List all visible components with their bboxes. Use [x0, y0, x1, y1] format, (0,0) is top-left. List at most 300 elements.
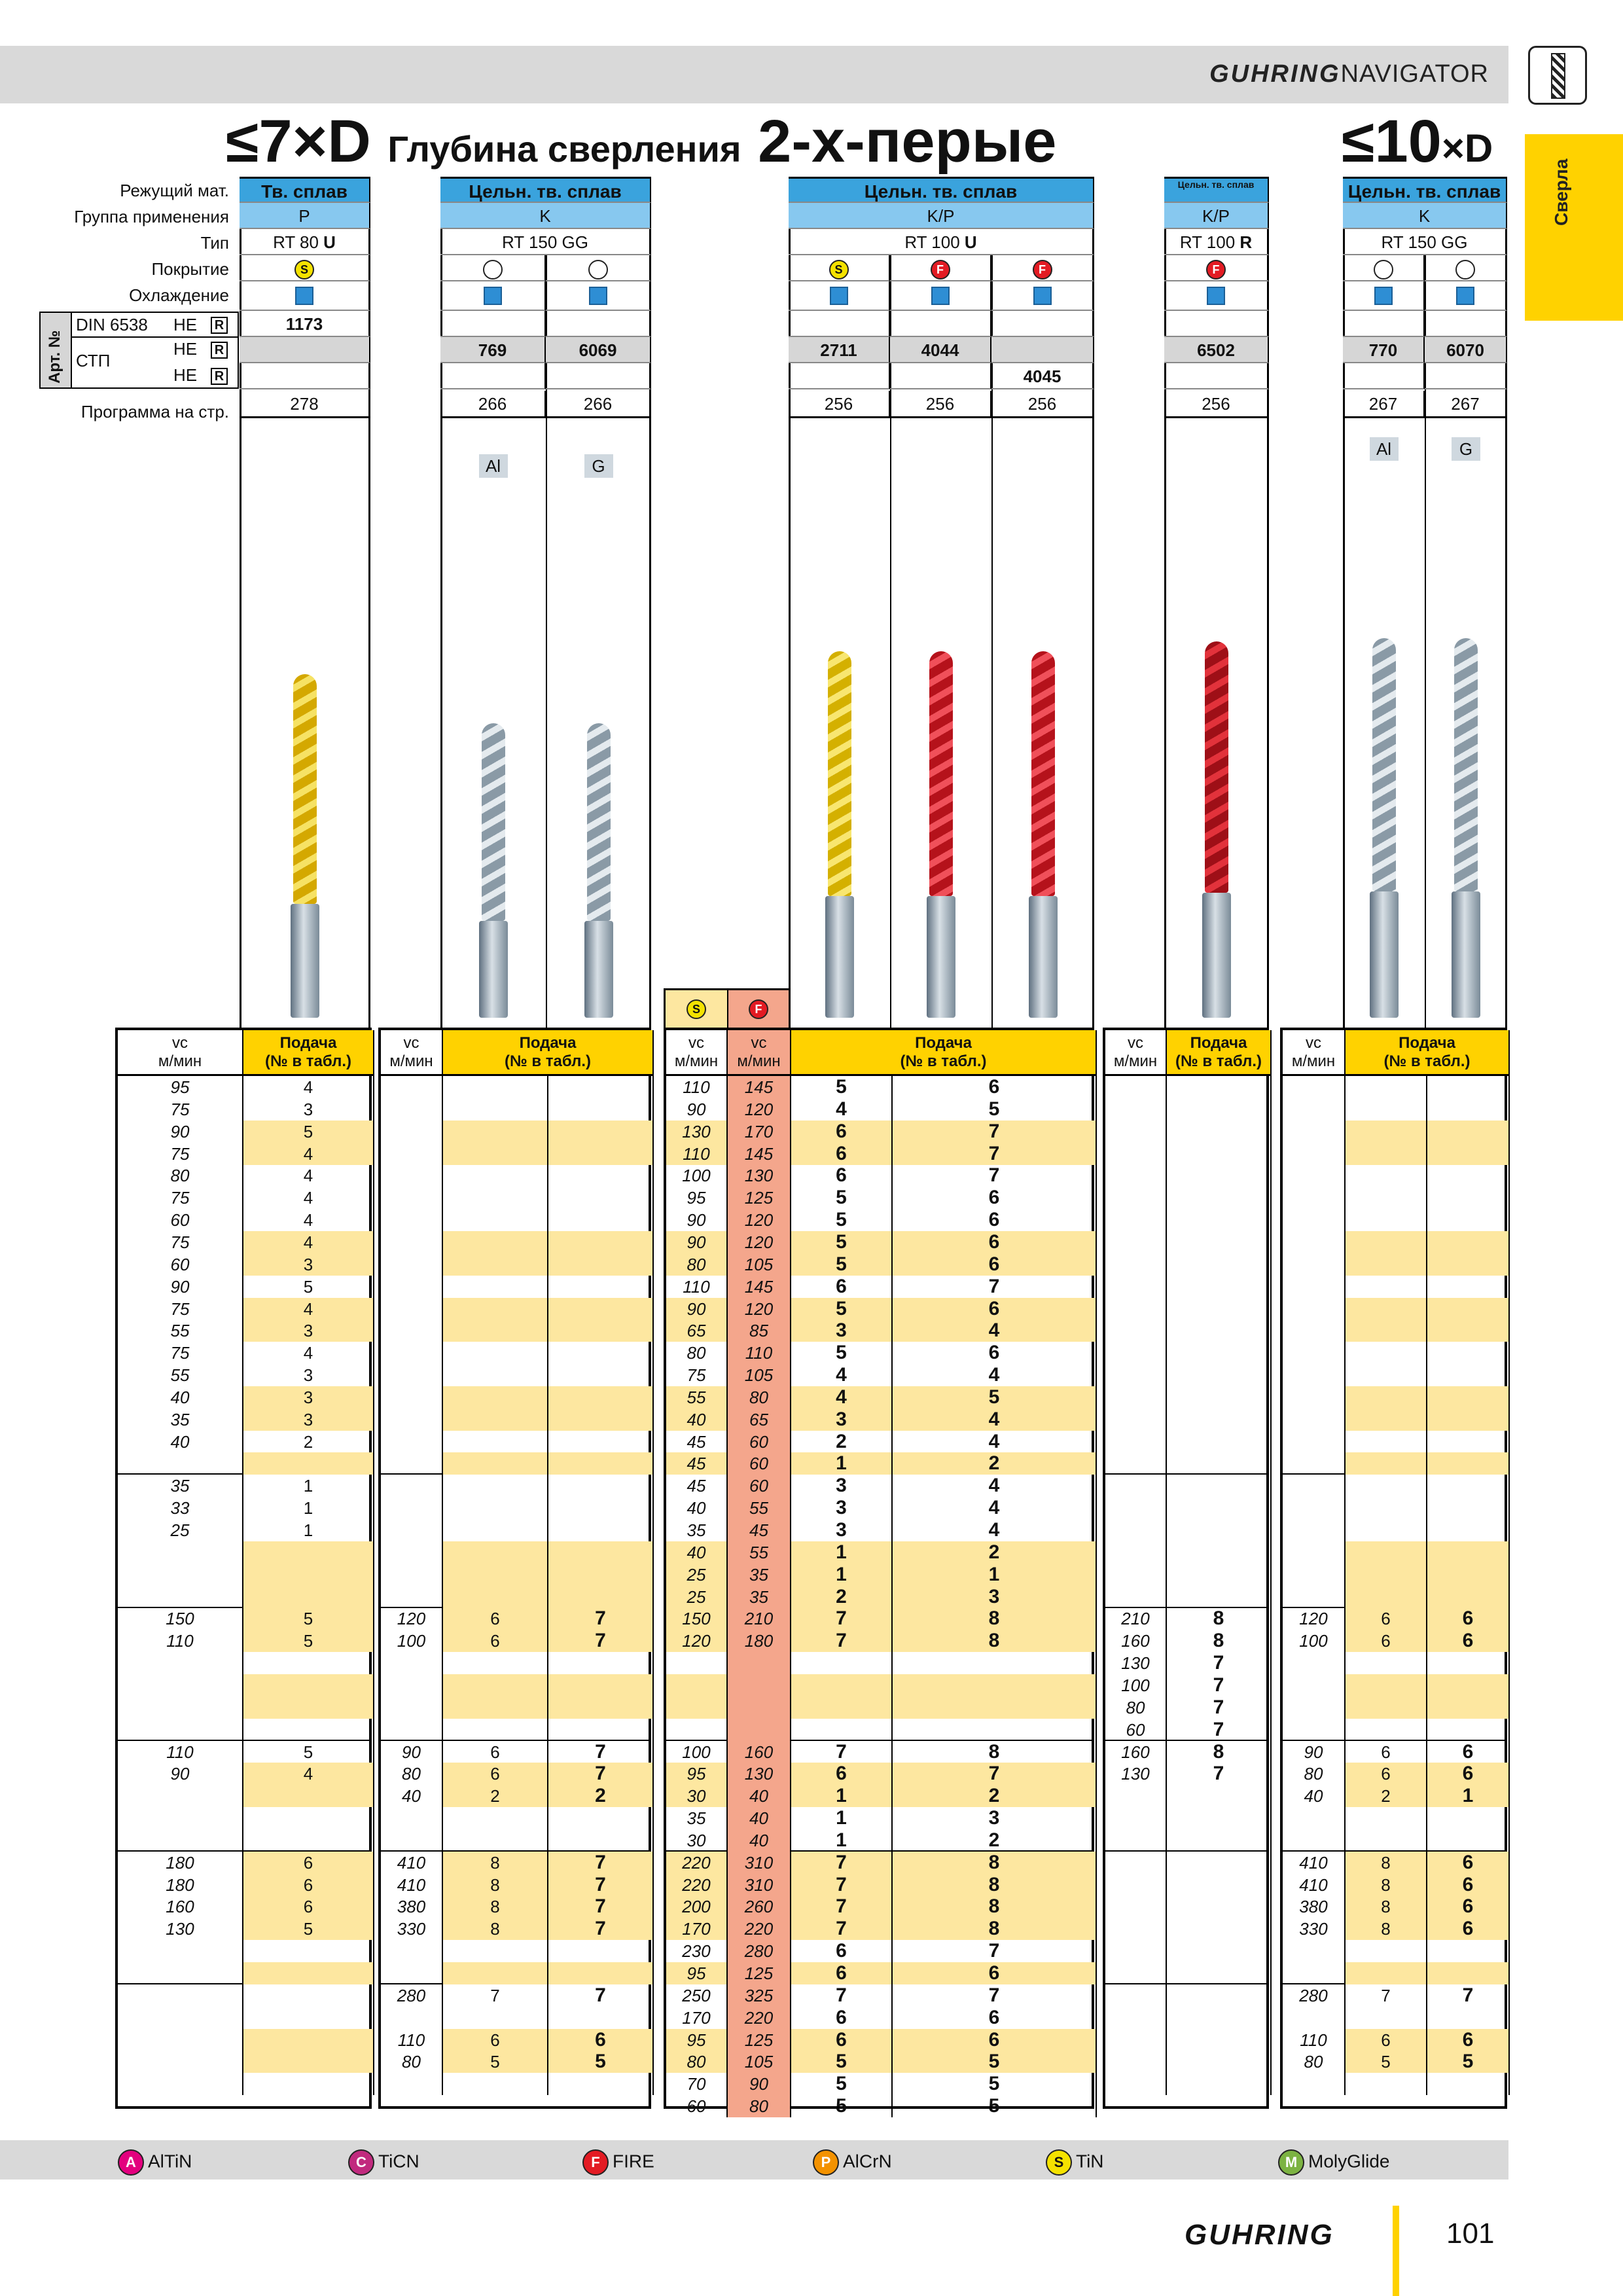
feed-value	[1346, 1276, 1427, 1298]
feed-value	[443, 1519, 548, 1541]
table-row	[118, 2051, 369, 2073]
feed-value: 8	[443, 1895, 548, 1918]
table-row	[666, 1519, 1092, 1541]
feed-value: 2	[548, 1785, 654, 1807]
feed-value: 1	[791, 1541, 893, 1564]
vc-value: 180	[118, 1874, 243, 1896]
vc-f-value: 85	[728, 1319, 791, 1342]
vc-value	[1283, 1076, 1346, 1098]
coating-cell	[546, 255, 651, 281]
table-row	[118, 1940, 369, 1962]
vc-value	[381, 2007, 443, 2029]
table-row	[118, 1164, 369, 1187]
feed-value	[443, 1076, 548, 1098]
vc-value	[381, 1940, 443, 1962]
feed-value: 7	[1167, 1763, 1272, 1785]
vc-header: vс м/мин	[1283, 1030, 1346, 1076]
feed-value: 6	[1346, 1607, 1427, 1630]
stp-art-no	[991, 337, 1094, 363]
catalog-page-link[interactable]: 267	[1343, 391, 1425, 418]
feed-value	[1427, 1408, 1510, 1431]
vc-f-value: 60	[728, 1431, 791, 1453]
feed-value	[1346, 1298, 1427, 1320]
vc-s-value: 90	[666, 1231, 728, 1253]
coating-cell	[440, 255, 546, 281]
legend-fire: F FIRE	[582, 2149, 654, 2176]
feed-value	[1167, 2007, 1272, 2029]
vc-value	[1105, 1298, 1167, 1320]
feed-value: 8	[1346, 1895, 1427, 1918]
feed-value: 2	[893, 1452, 1097, 1475]
table-row	[118, 2073, 369, 2095]
table-row	[118, 1386, 369, 1408]
stp-art-no	[240, 337, 370, 363]
table-row	[381, 1741, 649, 1763]
vc-s-value: 45	[666, 1452, 728, 1475]
feed-value: 7	[791, 1741, 893, 1763]
feed-value	[1427, 1696, 1510, 1719]
table-row	[118, 1121, 369, 1143]
feed-value	[1427, 1962, 1510, 1984]
feed-value	[1427, 1098, 1510, 1121]
vc-f-value: 145	[728, 1143, 791, 1165]
feed-value	[443, 1497, 548, 1519]
feed-value	[791, 1719, 893, 1741]
feed-value	[1427, 1807, 1510, 1829]
feed-value	[1167, 1121, 1272, 1143]
vc-value: 100	[381, 1630, 443, 1652]
feed-value: 5	[893, 2095, 1097, 2117]
feed-value: 4	[243, 1298, 374, 1320]
catalog-page-link[interactable]: 256	[1164, 391, 1269, 418]
vc-value	[1283, 1586, 1346, 1608]
feed-value	[1167, 1143, 1272, 1165]
feed-value	[548, 1475, 654, 1497]
feed-value	[1346, 1076, 1427, 1098]
feed-value: 4	[893, 1364, 1097, 1386]
table-row	[1105, 1607, 1266, 1630]
table-row	[381, 1652, 649, 1674]
feed-value	[1167, 1164, 1272, 1187]
feed-value	[1427, 1829, 1510, 1852]
vc-f-value: 130	[728, 1164, 791, 1187]
feed-value: 6	[443, 1630, 548, 1652]
vc-s-value: 25	[666, 1564, 728, 1586]
feed-value: 4	[791, 1364, 893, 1386]
vc-f-value: 310	[728, 1852, 791, 1874]
vc-f-value: 80	[728, 1386, 791, 1408]
cooling-cell	[240, 281, 370, 311]
feed-value	[548, 1408, 654, 1431]
stp-art-no-2	[546, 363, 651, 389]
legend-molyglide: M MolyGlide	[1278, 2149, 1389, 2176]
table-row	[118, 1807, 369, 1829]
vc-value	[1105, 1209, 1167, 1231]
feed-value	[548, 1098, 654, 1121]
table-row	[1105, 1276, 1266, 1298]
table-row	[381, 1719, 649, 1741]
material-cell: Цельн. тв. сплав	[1164, 177, 1269, 203]
tin-badge-icon: S	[687, 999, 706, 1019]
feed-value	[1346, 1431, 1427, 1453]
vc-f-value: 35	[728, 1586, 791, 1608]
feed-value: 4	[791, 1098, 893, 1121]
feed-value	[548, 1541, 654, 1564]
vc-value	[1283, 1386, 1346, 1408]
vc-value: 75	[118, 1342, 243, 1364]
feed-value	[443, 1431, 548, 1453]
feed-value	[1167, 2029, 1272, 2051]
vc-value: 90	[381, 1741, 443, 1763]
drill-image	[1202, 641, 1231, 1018]
table-row	[1283, 1209, 1505, 1231]
table-row	[118, 1408, 369, 1431]
f-key-cell	[727, 990, 789, 1028]
vc-value: 80	[1283, 1763, 1346, 1785]
vc-value	[1105, 1452, 1167, 1475]
table-row	[1105, 1386, 1266, 1408]
feed-value: 7	[1167, 1652, 1272, 1674]
vc-s-value: 35	[666, 1519, 728, 1541]
vc-value	[1105, 1785, 1167, 1807]
feed-value: 7	[1167, 1696, 1272, 1719]
feed-value: 6	[893, 1342, 1097, 1364]
vc-value	[381, 1121, 443, 1143]
vc-s-header: vс м/мин	[666, 1030, 728, 1076]
table-row	[118, 2007, 369, 2029]
vc-value	[1105, 1098, 1167, 1121]
drill-image	[1370, 638, 1399, 1018]
vc-value	[381, 1187, 443, 1209]
table-row	[1283, 1276, 1505, 1298]
stp-art-no: 6070	[1425, 337, 1507, 363]
feed-value: 5	[791, 2095, 893, 2117]
vc-value	[1105, 2051, 1167, 2073]
table-row	[666, 1121, 1092, 1143]
table-row	[1105, 1408, 1266, 1431]
table-row	[118, 1607, 369, 1630]
coating-badge-icon: F	[1206, 260, 1226, 279]
feed-value	[243, 1564, 374, 1586]
vc-s-value: 55	[666, 1386, 728, 1408]
vc-f-value: 60	[728, 1452, 791, 1475]
table-row	[118, 1475, 369, 1497]
vc-value	[381, 1143, 443, 1165]
feed-value	[1346, 1121, 1427, 1143]
vc-s-value: 220	[666, 1874, 728, 1896]
feed-value	[443, 1541, 548, 1564]
vc-value	[381, 1209, 443, 1231]
vc-value	[381, 1807, 443, 1829]
vc-value	[1105, 1319, 1167, 1342]
feed-value	[1346, 1187, 1427, 1209]
vc-value: 90	[118, 1276, 243, 1298]
catalog-page-link[interactable]: 266	[546, 391, 651, 418]
table-row	[1105, 1164, 1266, 1187]
feed-value	[1167, 1386, 1272, 1408]
vc-f-value: 125	[728, 2029, 791, 2051]
vc-value	[118, 1586, 243, 1608]
feed-value	[548, 1586, 654, 1608]
feed-value: 7	[791, 1874, 893, 1896]
application-cell: K/P	[1164, 203, 1269, 229]
vc-value: 40	[381, 1785, 443, 1807]
feed-value	[443, 2073, 548, 2095]
feed-value	[1346, 1962, 1427, 1984]
coating-badge-icon: S	[829, 260, 849, 279]
vc-s-value	[666, 1652, 728, 1674]
table-row	[118, 1741, 369, 1763]
feed-value: 4	[893, 1408, 1097, 1431]
vc-value: 150	[118, 1607, 243, 1630]
vc-value: 75	[118, 1098, 243, 1121]
vc-s-value: 80	[666, 1253, 728, 1276]
feed-value	[1167, 1874, 1272, 1896]
feed-value: 8	[893, 1852, 1097, 1874]
feed-value: 3	[791, 1475, 893, 1497]
page-title: ≤7×D Глубина сверления 2-х-перые	[226, 108, 1057, 175]
table-row	[118, 1342, 369, 1364]
table-row	[666, 1497, 1092, 1519]
no-coating-icon	[1374, 260, 1393, 279]
feed-value	[443, 1475, 548, 1497]
feed-value: 7	[1167, 1674, 1272, 1696]
feed-value: 5	[1427, 2051, 1510, 2073]
vc-value	[381, 1098, 443, 1121]
stp-art-no-2	[240, 363, 370, 389]
feed-value	[243, 1829, 374, 1852]
table-row	[1283, 1962, 1505, 1984]
vc-s-value	[666, 1674, 728, 1696]
vc-s-value: 170	[666, 1918, 728, 1940]
table-row	[381, 1497, 649, 1519]
vc-value	[1283, 1431, 1346, 1453]
feed-value	[1427, 1519, 1510, 1541]
table-row	[666, 1918, 1092, 1940]
feed-value: 2	[791, 1431, 893, 1453]
table-row	[666, 1652, 1092, 1674]
internal-cooling-icon	[830, 287, 848, 305]
table-row	[1283, 2051, 1505, 2073]
catalog-page-link[interactable]: 278	[240, 391, 370, 418]
catalog-page-link[interactable]: 256	[890, 391, 991, 418]
row-label-program: Программа на стр.	[80, 402, 229, 422]
feed-value: 7	[791, 1984, 893, 2007]
feed-value: 6	[791, 1940, 893, 1962]
vc-value	[1105, 2029, 1167, 2051]
vc-value	[381, 1541, 443, 1564]
vc-value: 410	[381, 1852, 443, 1874]
table-row	[666, 1829, 1092, 1852]
row-label-application: Группа применения	[74, 207, 229, 226]
feed-value: 6	[243, 1895, 374, 1918]
feed-value	[1427, 2007, 1510, 2029]
vc-s-value: 35	[666, 1807, 728, 1829]
feed-value	[1167, 1984, 1272, 2007]
table-row	[381, 1276, 649, 1298]
feed-value: 7	[548, 1918, 654, 1940]
feed-value	[1167, 1940, 1272, 1962]
material-tag: G	[1452, 437, 1480, 461]
internal-cooling-icon	[1374, 287, 1393, 305]
feed-value	[1346, 2073, 1427, 2095]
vc-f-value: 45	[728, 1519, 791, 1541]
table-row	[1283, 1807, 1505, 1829]
vc-f-value: 105	[728, 1253, 791, 1276]
vc-value	[118, 2029, 243, 2051]
vc-value: 55	[118, 1364, 243, 1386]
table-row	[381, 1696, 649, 1719]
table-row	[1105, 1298, 1266, 1320]
feed-value	[443, 1564, 548, 1586]
table-row	[1105, 1475, 1266, 1497]
feed-value	[243, 1674, 374, 1696]
feed-value: 5	[243, 1607, 374, 1630]
table-row	[1105, 1564, 1266, 1586]
table-row	[118, 1319, 369, 1342]
vc-f-value: 40	[728, 1829, 791, 1852]
navigator-brand: GUHRINGNAVIGATOR	[1209, 60, 1489, 88]
table-row	[666, 1187, 1092, 1209]
feed-value: 6	[443, 1763, 548, 1785]
din-art-no	[1425, 311, 1507, 337]
vc-s-value: 100	[666, 1164, 728, 1187]
feed-value	[243, 1541, 374, 1564]
feed-value	[548, 1652, 654, 1674]
catalog-page-link[interactable]: 256	[991, 391, 1094, 418]
feed-value: 2	[443, 1785, 548, 1807]
table-row	[381, 1076, 649, 1098]
vc-value: 35	[118, 1408, 243, 1431]
vc-value: 60	[1105, 1719, 1167, 1741]
coating-cell	[1425, 255, 1507, 281]
vc-value	[1283, 1298, 1346, 1320]
vc-value	[118, 1940, 243, 1962]
vc-s-value: 60	[666, 2095, 728, 2117]
vc-s-value: 120	[666, 1630, 728, 1652]
feed-value	[548, 1231, 654, 1253]
feed-value	[1167, 1807, 1272, 1829]
feed-value	[243, 1940, 374, 1962]
vc-s-value: 150	[666, 1607, 728, 1630]
table-row	[666, 1674, 1092, 1696]
table-row	[1105, 1143, 1266, 1165]
feed-value	[443, 1696, 548, 1719]
vc-f-value: 145	[728, 1276, 791, 1298]
table-row	[118, 1895, 369, 1918]
vc-value	[1283, 1143, 1346, 1165]
vc-value	[381, 1408, 443, 1431]
feed-value: 6	[1427, 1763, 1510, 1785]
row-label-coating: Покрытие	[151, 259, 229, 279]
material-tag: Al	[1370, 437, 1399, 461]
table-row	[1105, 1719, 1266, 1741]
feed-value	[1346, 1143, 1427, 1165]
feed-value: 7	[443, 1984, 548, 2007]
vc-f-value: 80	[728, 2095, 791, 2117]
vc-s-value: 80	[666, 1342, 728, 1364]
table-row	[666, 2007, 1092, 2029]
catalog-page-link[interactable]: 266	[440, 391, 546, 418]
vc-value	[1283, 1342, 1346, 1364]
table-row	[118, 1431, 369, 1453]
section-tab[interactable]	[1525, 134, 1623, 321]
row-label-material: Режущий мат.	[120, 181, 229, 200]
feed-value	[1167, 2073, 1272, 2095]
table-row	[118, 1984, 369, 2007]
legend-altin: A AlTiN	[118, 2149, 192, 2176]
vc-value	[1283, 1519, 1346, 1541]
feed-value: 7	[548, 1607, 654, 1630]
table-row	[381, 1431, 649, 1453]
feed-value	[443, 1940, 548, 1962]
table-row	[381, 1121, 649, 1143]
feed-value: 6	[791, 1143, 893, 1165]
stp-art-no-2	[1164, 363, 1269, 389]
table-row	[1283, 1519, 1505, 1541]
table-row	[1105, 1918, 1266, 1940]
table-row	[1105, 1586, 1266, 1608]
vc-value: 60	[118, 1253, 243, 1276]
feed-value: 6	[548, 2029, 654, 2051]
vc-value: 75	[118, 1143, 243, 1165]
vc-f-value: 35	[728, 1564, 791, 1586]
table-row	[1105, 1121, 1266, 1143]
feed-value	[1346, 1231, 1427, 1253]
cooling-cell	[1343, 281, 1425, 311]
vc-value	[1283, 1652, 1346, 1674]
feed-value: 5	[893, 2073, 1097, 2095]
vc-value: 380	[1283, 1895, 1346, 1918]
speed-feed-table-rt100r	[1103, 1028, 1269, 2109]
table-row	[666, 1231, 1092, 1253]
table-row	[381, 1209, 649, 1231]
table-row	[118, 1719, 369, 1741]
table-row	[118, 1630, 369, 1652]
table-row	[1105, 2051, 1266, 2073]
feed-value: 5	[893, 1098, 1097, 1121]
catalog-page-link[interactable]: 267	[1425, 391, 1507, 418]
table-row	[118, 2029, 369, 2051]
catalog-page-link[interactable]: 256	[789, 391, 890, 418]
vc-value	[381, 1586, 443, 1608]
application-cell: P	[240, 203, 370, 229]
feed-value	[1427, 1541, 1510, 1564]
feed-value: 5	[791, 2051, 893, 2073]
vc-value	[1105, 1874, 1167, 1896]
table-row	[1283, 1607, 1505, 1630]
table-row	[1283, 1319, 1505, 1342]
feed-value	[1427, 1231, 1510, 1253]
feed-value: 8	[893, 1874, 1097, 1896]
vc-value	[381, 1497, 443, 1519]
vc-value: 120	[1283, 1607, 1346, 1630]
table-row	[381, 1564, 649, 1586]
feed-value	[1346, 1674, 1427, 1696]
vc-value	[1105, 1364, 1167, 1386]
vc-value	[1283, 1253, 1346, 1276]
feed-header: Подача (№ в табл.)	[443, 1030, 654, 1076]
feed-value: 6	[893, 1253, 1097, 1276]
feed-value	[243, 1785, 374, 1807]
table-row	[666, 1630, 1092, 1652]
table-row	[666, 1076, 1092, 1098]
table-row	[381, 1519, 649, 1541]
table-row	[666, 1452, 1092, 1475]
table-row	[1283, 1452, 1505, 1475]
feed-value: 7	[548, 1741, 654, 1763]
cooling-cell	[991, 281, 1094, 311]
